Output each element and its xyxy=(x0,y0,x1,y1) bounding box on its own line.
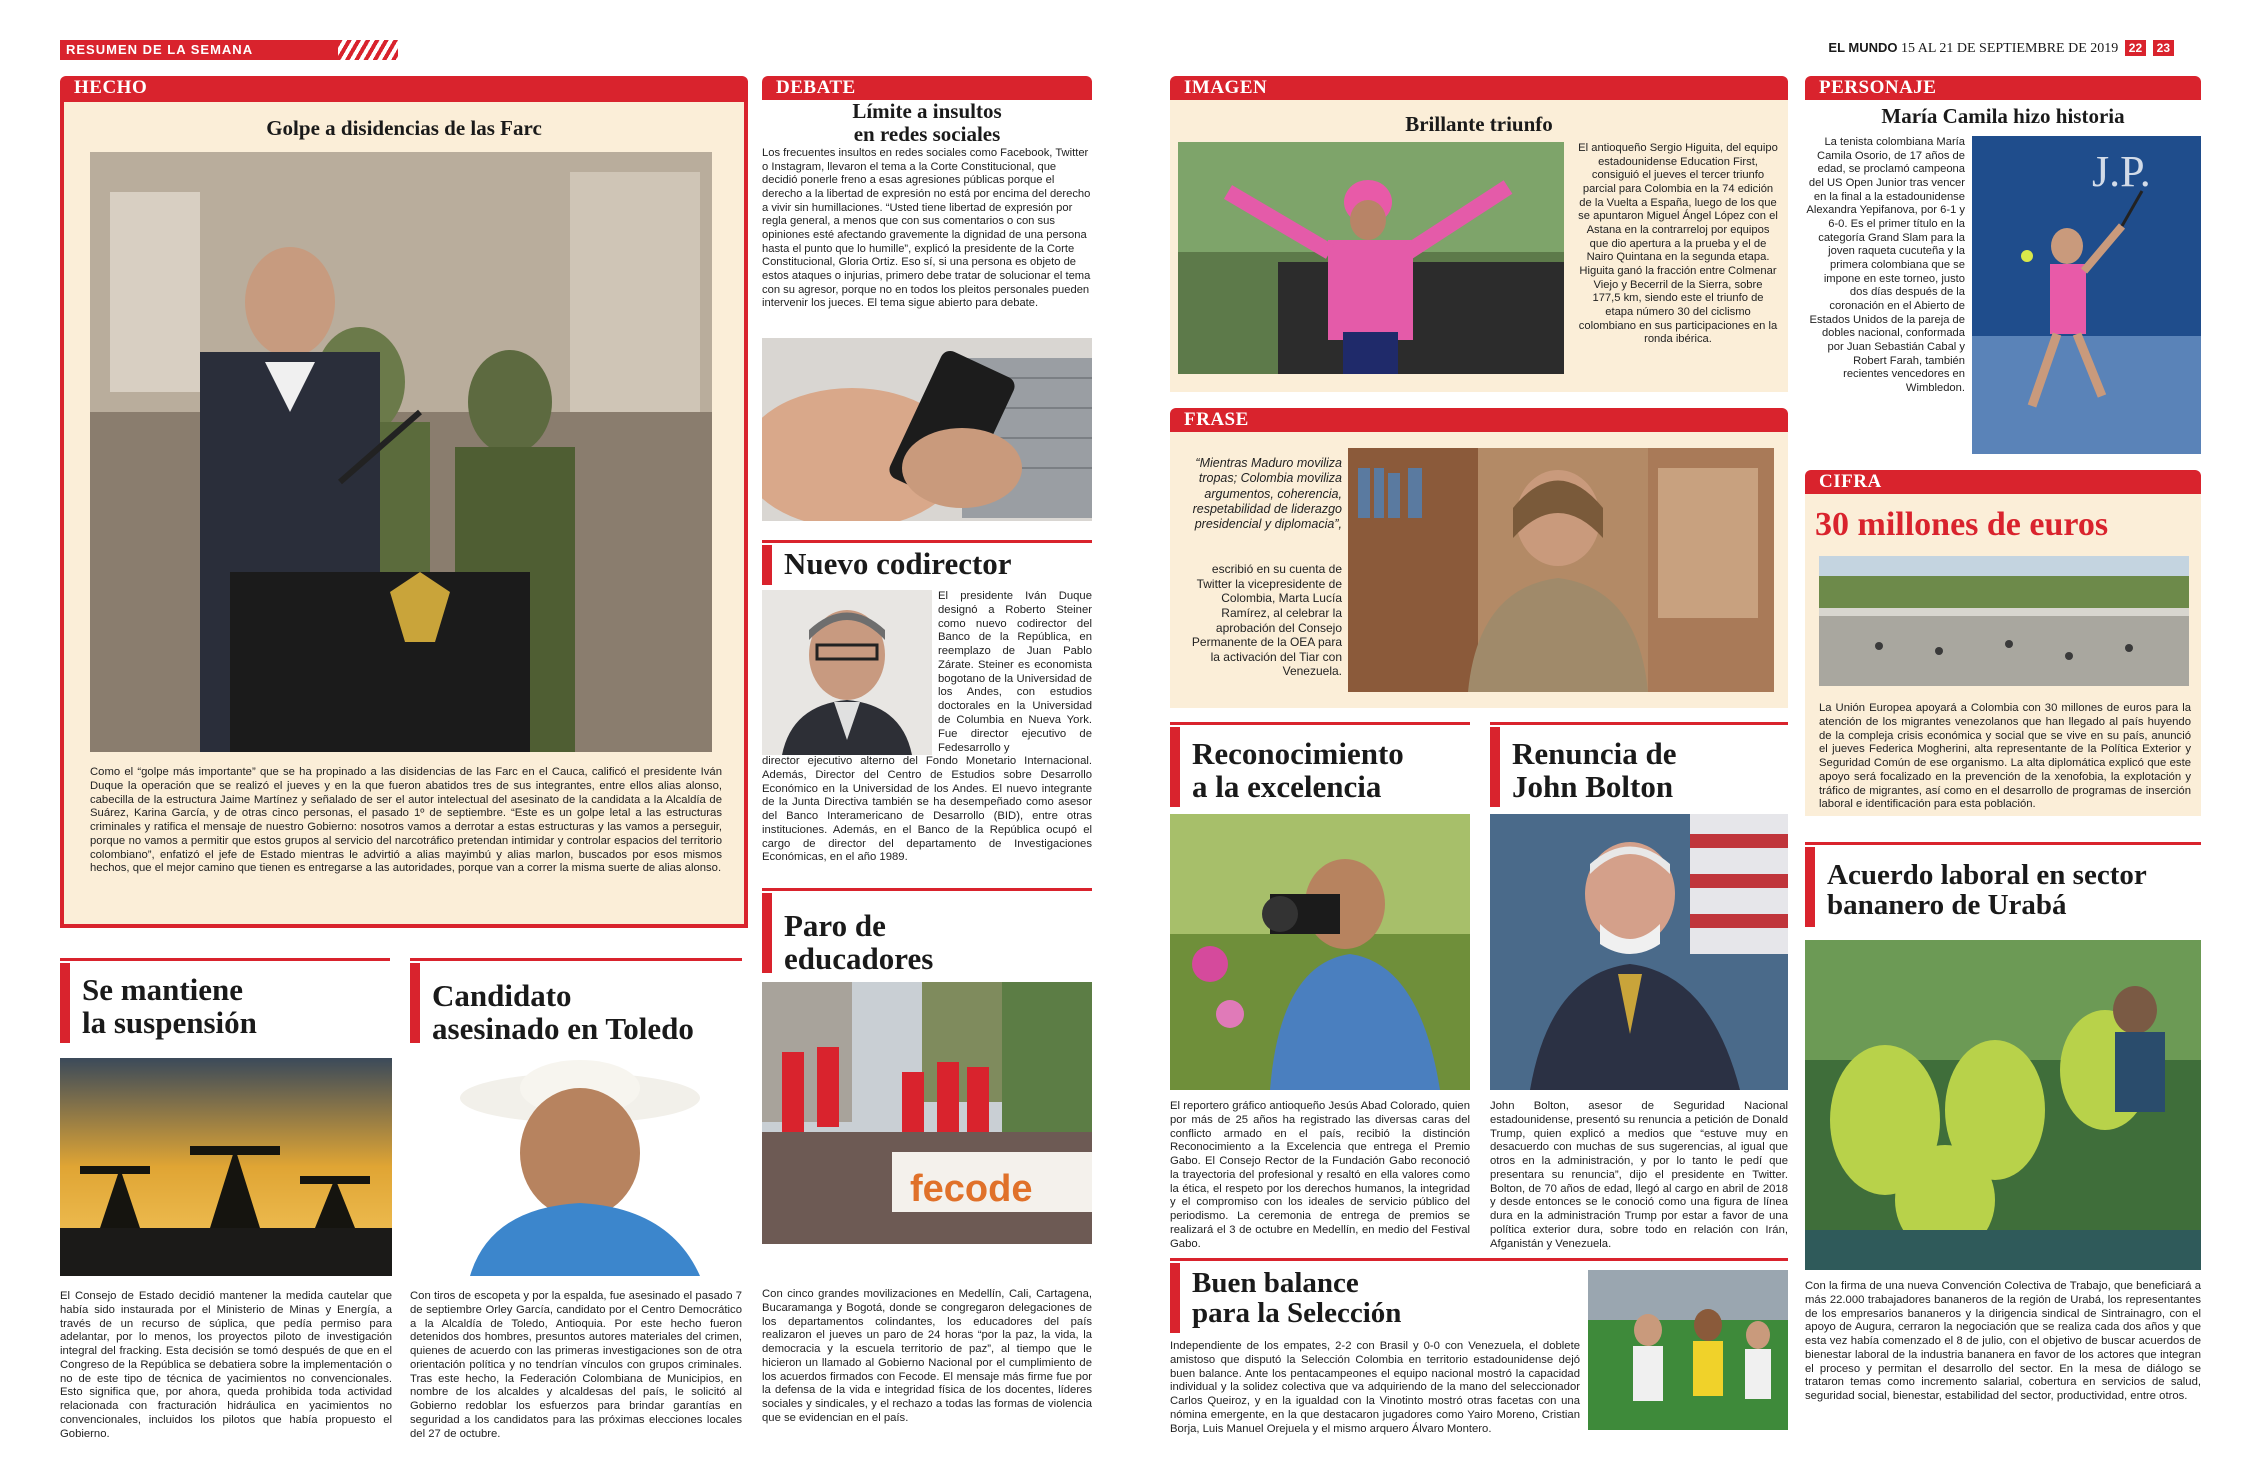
svg-text:J.P.: J.P. xyxy=(2092,147,2151,196)
phone-typing-photo xyxy=(762,338,1092,521)
section-header-cifra xyxy=(1805,470,2201,494)
candidato-title xyxy=(432,980,694,1045)
marta-lucia-ramirez-photo xyxy=(1348,448,1774,692)
acuerdo-redbar xyxy=(1805,847,1815,927)
personaje-body: La tenista colombiana María Camila Osorio, de 17 años de edad, se proclamó campeona del US Open Junior tras vencer en la final a la estadounidense Alexandra Yepifanova, por 6-1 y 6-0. Es el primer título en la categoría Grand Slam para la joven raqueta cucuteña y la primera colombiana que se impone en este torneo, justo dos días después de la coronación en el Abierto de Estados Unidos de la pareja de dobles nacional, conformada por Juan Sebastián Cabal y Robert Farah, también recientes vencedores en Wimbledon. xyxy=(1806,136,1965,394)
orley-garcia-portrait xyxy=(410,1058,742,1276)
week-summary-banner xyxy=(60,40,358,60)
section-header-hecho xyxy=(60,76,748,100)
paro-redbar xyxy=(762,893,772,973)
suspension-title-line2: la suspensión xyxy=(82,1004,257,1040)
acuerdo-title-line1: Acuerdo laboral en sector xyxy=(1827,859,2147,891)
balance-topline xyxy=(1170,1258,1788,1261)
balance-title-line2: para la Selección xyxy=(1192,1297,1402,1330)
imagen-title: Brillante triunfo xyxy=(1405,112,1553,136)
suspension-body: El Consejo de Estado decidió mantener la medida cautelar que había sido instaurada por el Ministerio de Minas y Energía, a través de un recurso de súplica, que pedía permiso para adelantar, por lo menos, los proyectos piloto de investigación integral del fracking. Esta decisión se tomó después de que en el Congreso de la República se debatiera sobre la implementación o no de este tipo de técnica de yacimientos no convencionales. Esto significa que, por ahora, queda prohibida toda actividad relacionada con fracturación hidráulica en yacimientos no convencionales, incluidos los pilotos que había propuesto el Gobierno. xyxy=(60,1290,392,1440)
banana-plantation-photo xyxy=(1805,940,2201,1270)
suspension-title xyxy=(82,974,257,1039)
codirector-topline xyxy=(762,540,1092,543)
acuerdo-body: Con la firma de una nueva Convención Colectiva de Trabajo, que beneficiará a más 22.000 trabajadores bananeros de la región de Urabá, los representantes de los empresarios bananeros y la dirigencia sindical de Sintrainagro, con el apoyo de Augura, cerraron la negociación que se realiza cada dos años y que esta vez había comenzado el 8 de julio, con el objetivo de buscar acuerdos de bienestar laboral de la industria bananera en favor de los actores que integran el proceso y permitan el desarrollo del sector. En la mesa de diálogo se trataron temas como incremento salarial, cobertura en servicios de salud, seguridad social, bienestar, estabilidad del sector, productividad, entre otros. xyxy=(1805,1280,2201,1403)
balance-redbar xyxy=(1170,1263,1180,1333)
suspension-title-line1: Se mantiene xyxy=(82,972,244,1007)
seleccion-colombia-photo xyxy=(1588,1270,1788,1430)
balance-body: Independiente de los empates, 2-2 con Brasil y 0-0 con Venezuela, el doblete amistoso que disputó la Selección Colombia en territorio estadounidense dejó buen balance. Ante los pentacampeones el equipo nacional mostró la capacidad individual y la solidez colectiva que va adquiriendo de la mano del seleccionador Carlos Queiroz, y en la igualdad con la Vinotinto mostró otras facetas con una nómina emergente, en la que destacaron jugadores como Yairo Moreno, Cristian Borja, Luis Manuel Orejuela y el mismo arquero Álvaro Montero. xyxy=(1170,1340,1580,1435)
reconocimiento-title-line2: a la excelencia xyxy=(1192,768,1382,804)
paro-title-line1: Paro de xyxy=(784,908,886,943)
bolton-title xyxy=(1512,738,1677,803)
debate-body: Los frecuentes insultos en redes sociales como Facebook, Twitter o Instagram, llevaron el tema a la Corte Constitucional, que decidió ponerle freno a esas agresiones públicas porque el derecho a la libertad de expresión no está por encima del derecho a vivir sin humillaciones. “Usted tiene libertad de expresión por regla general, a menos que con sus comentarios o con sus opiniones esté afectando gravemente la dignidad de una persona hasta el punto que lo humille”, explicó la presidente de la Corte Constitucional, Gloria Ortiz. Eso sí, si una persona es objeto de estos ataques o injurias, primero debe tratar de solucionar el tema con su agresor, porque no en todos los pleitos personales pueden intervenir los jueces. El tema sigue abierto para debate. xyxy=(762,147,1091,310)
codirector-body: director ejecutivo alterno del Fondo Monetario Internacional. Además, Director del Centro de Estudios sobre Desarrollo Económico en la Universidad de los Andes. El nuevo integrante de la Junta Directiva también se ha desempeñado como asesor del Banco Interamericano de Desarrollo (BID), entre otras instituciones. Además, en el Banco de la República ocupó el cargo de director del departamento de Investigaciones Económicas, en el año 1989. xyxy=(762,755,1092,864)
duque-press-photo xyxy=(90,152,712,752)
border-bridge-photo xyxy=(1819,556,2189,686)
codirector-body-side: El presidente Iván Duque designó a Roberto Steiner como nuevo codirector del Banco de la República, en reemplazo de Juan Pablo Zárate. Steiner es economista bogotano de la Universidad de los Andes, con estudios doctorales en la Universidad de Columbia en Nueva York. Fue director ejecutivo de Fedesarrollo y xyxy=(938,590,1092,754)
higuita-victory-photo xyxy=(1178,142,1564,374)
bolton-title-line2: John Bolton xyxy=(1512,768,1674,804)
bolton-title-line1: Renuncia de xyxy=(1512,736,1677,771)
debate-title xyxy=(762,100,1092,146)
debate-title-line1: Límite a insultos xyxy=(852,99,1002,123)
hecho-title: Golpe a disidencias de las Farc xyxy=(266,116,542,140)
reconocimiento-title xyxy=(1192,738,1404,803)
banner-hatch xyxy=(338,40,398,60)
oil-pumps-sunset-photo xyxy=(60,1058,392,1276)
section-header-debate xyxy=(762,76,1092,100)
teachers-march-photo xyxy=(762,982,1092,1244)
candidato-body: Con tiros de escopeta y por la espalda, fue asesinado el pasado 7 de septiembre Orley García, candidato por el Centro Democrático a la Alcaldía de Toledo, Antioquia. Por este hecho fueron detenidos dos hombres, presuntos autores materiales del crimen, quienes de acuerdo con las primeras investigaciones son de otra orientación política y no tendrían vínculos con grupos criminales. Tras este hecho, la Federación Colombiana de Municipios, en nombre de los alcaldes y alcaldesas del país, le solicitó al Gobierno redoblar los esfuerzos para brindar garantías en seguridad a los candidatos para las próximas elecciones locales del 27 de octubre. xyxy=(410,1290,742,1440)
paro-body: Con cinco grandes movilizaciones en Medellín, Cali, Cartagena, Bucaramanga y Bogotá, donde se congregaron delegaciones de los departamentos colindantes, los educadores del país realizaron el jueves un paro de 24 horas “por la paz, la vida, la democracia y la escuela territorio de paz”, al tiempo que le hicieron un llamado al Gobierno Nacional por el cumplimiento de los acuerdos firmados con Fecode. El mensaje más firme fue por la defensa de la vida e integridad física de los docentes, líderes sociales y sindicales, y el rechazo a todas las formas de violencia que se evidencian en el país. xyxy=(762,1288,1092,1425)
section-label: CIFRA xyxy=(1819,471,1882,492)
frase-quote: “Mientras Maduro moviliza tropas; Colombia moviliza argumentos, coherencia, respetabilidad de liderazgo presidencial y diplomacia”, xyxy=(1192,456,1342,531)
issue-dates: 15 AL 21 DE SEPTIEMBRE DE 2019 xyxy=(1901,41,2119,56)
bolton-redbar xyxy=(1490,727,1500,807)
section-header-frase xyxy=(1170,408,1788,432)
cifra-body: La Unión Europea apoyará a Colombia con 30 millones de euros para la atención de los migrantes venezolanos que han llegado al país huyendo de la compleja crisis económica y social que se vive en su país, anunció el jueves Federica Mogherini, alta representante de la Política Exterior y Seguridad Común de ese organismo. La alta diplomática explicó que este apoyo será focalizado en la prevención de la xenofobia, la explotación y tráfico de migrantes, así como en el desarrollo de programas de inserción laboral e identificación para esta población. xyxy=(1819,702,2191,811)
john-bolton-photo xyxy=(1490,814,1788,1090)
cifra-figure: 30 millones de euros xyxy=(1815,506,2109,543)
steiner-portrait xyxy=(762,590,932,755)
section-label: IMAGEN xyxy=(1184,77,1268,98)
balance-title-line1: Buen balance xyxy=(1192,1267,1359,1299)
paro-topline xyxy=(762,888,1092,891)
week-summary-label: RESUMEN DE LA SEMANA xyxy=(66,42,254,57)
reconocimiento-redbar xyxy=(1170,727,1180,807)
suspension-topline xyxy=(60,958,390,961)
reconocimiento-body: El reportero gráfico antioqueño Jesús Abad Colorado, quien por más de 25 años ha registrado las diversas caras del conflicto armado en el país, recibió la distinción Reconocimiento a la Excelencia que entrega el Premio Gabo. El Consejo Rector de la Fundación Gabo reconoció la trayectoria del profesional y resaltó en ella valores como la ética, el respeto por los derechos humanos, la integridad y el compromiso con los ideales de servicio público del periodismo. La ceremonia de entrega de premios se realizará el 3 de octubre en Medellín, en medio del Festival Gabo. xyxy=(1170,1100,1470,1250)
section-label: FRASE xyxy=(1184,409,1249,430)
reconocimiento-topline xyxy=(1170,722,1470,725)
acuerdo-topline xyxy=(1805,842,2201,845)
hecho-body: Como el “golpe más importante” que se ha propinado a las disidencias de las Farc en el Cauca, calificó el presidente Iván Duque la operación que se realizó el jueves y en la que fueron abatidos tres de sus integrantes, entre ellos alias alonso, cabecilla de la estructura Jaime Martínez y señalado de ser el autor intelectual del asesinato de la candidata a la Alcaldía de Suárez, Karina García, y de otras cinco personas, el pasado 1º de septiembre. “Este es un golpe letal a las estructuras criminales y ratifica el mensaje de nuestro Gobierno: nosotros vamos a derrotar a estas estructuras y las vamos a perseguir, porque no vamos a permitir que estos grupos al servicio del narcotráfico pretendan intimidar y controlar espacios del territorio colombiano”, enfatizó el jefe de Estado mientras le advirtió a alias mayimbú y alias marlon, buscados por esos mismos hechos, que el mejor camino que tienen es entregarse a las autoridades, porque van a correr la misma suerte de alias alonso. xyxy=(90,766,722,875)
section-header-personaje xyxy=(1805,76,2201,100)
candidato-topline xyxy=(410,958,742,961)
page-number-right: 23 xyxy=(2153,40,2174,56)
masthead xyxy=(1828,40,2174,57)
jesus-abad-colorado-photo xyxy=(1170,814,1470,1090)
cifra-panel xyxy=(1805,494,2201,816)
frase-panel xyxy=(1170,432,1788,708)
frase-body: escribió en su cuenta de Twitter la vicepresidente de Colombia, Marta Lucía Ramírez, al celebrar la aprobación del Consejo Permanente de la OEA para la activación del Tiar con Venezuela. xyxy=(1191,562,1342,679)
reconocimiento-title-line1: Reconocimiento xyxy=(1192,736,1404,771)
paper-name: EL MUNDO xyxy=(1828,40,1898,55)
codirector-title: Nuevo codirector xyxy=(784,546,1012,581)
page-number-left: 22 xyxy=(2125,40,2146,56)
acuerdo-title xyxy=(1827,860,2147,921)
candidato-redbar xyxy=(410,963,420,1043)
codirector-redbar xyxy=(762,545,772,585)
hecho-panel xyxy=(60,98,748,928)
fecode-banner-text: fecode xyxy=(910,1168,1033,1210)
section-header-imagen xyxy=(1170,76,1788,100)
maria-camila-tennis-photo xyxy=(1972,136,2201,454)
personaje-title: María Camila hizo historia xyxy=(1881,104,2125,128)
candidato-title-line2: asesinado en Toledo xyxy=(432,1010,694,1046)
imagen-body: El antioqueño Sergio Higuita, del equipo estadounidense Education First, consiguió el jueves el tercer triunfo parcial para Colombia en la 74 edición de la Vuelta a España, luego de los que se apuntaron Miguel Ángel López con el Astana en la contrarreloj por equipos que dio apertura a la prueba y el de Nairo Quintana en la segunda etapa. Higuita ganó la fracción entre Colmenar Viejo y Becerril de la Sierra, sobre 177,5 km, siendo este el triunfo de etapa número 30 del ciclismo colombiano en sus participaciones en la ronda ibérica. xyxy=(1578,142,1778,346)
imagen-panel xyxy=(1170,100,1788,392)
candidato-title-line1: Candidato xyxy=(432,978,572,1013)
paro-title-line2: educadores xyxy=(784,940,934,976)
suspension-redbar xyxy=(60,963,70,1043)
bolton-body: John Bolton, asesor de Seguridad Nacional estadounidense, presentó su renuncia a petición de Donald Trump, quien explicó a medios que “estuve muy en desacuerdo con muchas de sus sugerencias, al igual que otros en la administración, y por lo tanto le pedí que presentara su renuncia”, dijo el presidente en Twitter. Bolton, de 70 años de edad, llegó al cargo en abril de 2018 y desde entonces se le conoció como una figura de línea dura en la administración Trump por estar a favor de una política exterior dura, sobre todo en relación con Irán, Afganistán y Venezuela. xyxy=(1490,1100,1788,1250)
section-label: DEBATE xyxy=(776,77,856,98)
balance-title xyxy=(1192,1268,1401,1329)
section-label: HECHO xyxy=(74,77,148,98)
bolton-topline xyxy=(1490,722,1788,725)
section-label: PERSONAJE xyxy=(1819,77,1937,98)
debate-title-line2: en redes sociales xyxy=(853,122,1001,147)
paro-title xyxy=(784,910,933,975)
acuerdo-title-line2: bananero de Urabá xyxy=(1827,889,2067,922)
